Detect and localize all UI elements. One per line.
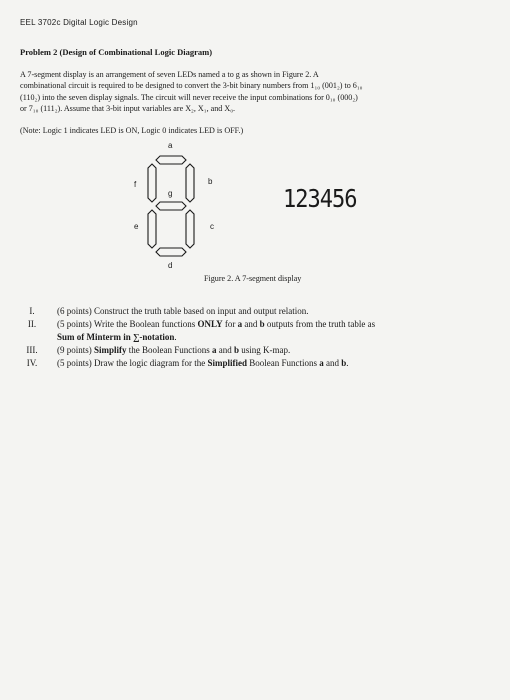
task-text: Sum of Minterm in ∑-notation. bbox=[57, 332, 177, 342]
segment-d bbox=[156, 248, 186, 256]
segment-b bbox=[186, 164, 194, 202]
segment-label-g: g bbox=[168, 189, 173, 198]
task-text: (9 points) Simplify the Boolean Functions a and b using K-map. bbox=[57, 345, 291, 355]
task-item bbox=[20, 332, 490, 345]
segment-label-a: a bbox=[168, 141, 173, 150]
paragraph-line: or 7₁₀ (111₂). Assume that 3-bit input variables are X₂, X₁, and X₀. bbox=[20, 104, 236, 114]
task-number: I. bbox=[29, 306, 35, 316]
segment-label-b: b bbox=[208, 177, 213, 186]
figure-caption: Figure 2. A 7-segment display bbox=[204, 274, 302, 283]
seven-segment-digits: 123456 bbox=[283, 185, 357, 214]
task-text: (6 points) Construct the truth table based on input and output relation. bbox=[57, 306, 309, 316]
segment-a bbox=[156, 156, 186, 164]
problem-title: Problem 2 (Design of Combinational Logic Diagram) bbox=[20, 47, 213, 57]
segment-label-d: d bbox=[168, 261, 173, 270]
task-item bbox=[20, 358, 490, 371]
task-list bbox=[20, 306, 490, 371]
segment-g bbox=[156, 202, 186, 210]
segment-c bbox=[186, 210, 194, 248]
paragraph-line: (110₂) into the seven display signals. The circuit will never receive the input combinations for 0₁₀ (000₂) bbox=[20, 92, 358, 102]
course-header: EEL 3702c Digital Logic Design bbox=[20, 18, 138, 27]
task-item bbox=[20, 345, 490, 358]
segment-f bbox=[148, 164, 156, 202]
segment-e bbox=[148, 210, 156, 248]
paragraph-line: A 7-segment display is an arrangement of seven LEDs named a to g as shown in Figure 2. A bbox=[20, 70, 319, 79]
problem-paragraph bbox=[20, 69, 488, 115]
segment-label-e: e bbox=[134, 222, 139, 231]
segment-label-c: c bbox=[210, 222, 214, 231]
task-item bbox=[20, 306, 490, 319]
segment-label-f: f bbox=[134, 180, 137, 189]
note-text: (Note: Logic 1 indicates LED is ON, Logic 0 indicates LED is OFF.) bbox=[20, 126, 244, 135]
task-number: IV. bbox=[26, 358, 38, 368]
task-number: III. bbox=[26, 345, 38, 355]
task-number: II. bbox=[27, 319, 37, 329]
task-item bbox=[20, 319, 490, 332]
task-text: (5 points) Write the Boolean functions ONLY for a and b outputs from the truth table as bbox=[57, 319, 376, 329]
seven-segment-diagram bbox=[130, 140, 240, 270]
paragraph-line: combinational circuit is required to be designed to convert the 3-bit binary numbers from 1₁₀ (001₂) to 6₁₀ bbox=[20, 81, 363, 91]
task-text: (5 points) Draw the logic diagram for the Simplified Boolean Functions a and b. bbox=[57, 358, 349, 368]
